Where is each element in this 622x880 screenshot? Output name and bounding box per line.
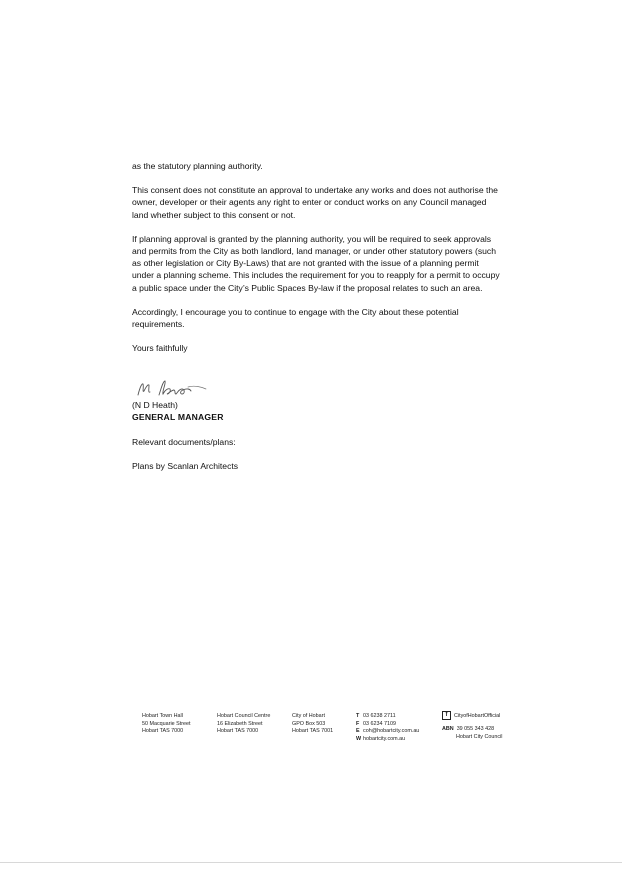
town-hall-line: 50 Macquarie Street [142,720,191,727]
paragraph-approvals: If planning approval is granted by the planning authority, you will be required to seek approvals and permits from the City as both landlord, land manager, or under other statutory powers (such as other legislation or City By-Laws) that are not granted with the issue of a planning permit under a planning scheme. This includes the requirement for you to reapply for a permit to occupy a public space under the City’s Public Spaces By-law if the proposal relates to such an area. [132,233,500,293]
contact-email [356,728,419,736]
footer-contacts [356,713,419,743]
facebook-link[interactable] [442,711,502,723]
contact-value[interactable]: coh@hobartcity.com.au [363,728,420,735]
contact-phone [356,713,419,721]
footer-city-postal [292,713,333,736]
contact-label: W [356,735,362,742]
documents-heading: Relevant documents/plans: [132,437,236,447]
city-line: City of Hobart [292,713,325,719]
footer-social-abn [442,711,502,741]
facebook-icon: f [442,711,451,720]
contact-label: T [356,713,360,719]
abn-entity: Hobart City Council [456,733,503,740]
letter-body [132,160,502,366]
documents-item: Plans by Scanlan Architects [132,461,239,472]
facebook-handle[interactable]: CityofHobartOfficial [454,712,501,719]
abn-label: ABN [442,726,454,732]
council-centre-line: 16 Elizabeth Street [217,720,263,727]
contact-web [356,736,419,744]
contact-label: F [356,720,360,727]
council-centre-line: Hobart Council Centre [217,713,271,719]
footer-council-centre [217,713,270,736]
footer-town-hall [142,713,191,736]
contact-label: E [356,728,360,735]
signature-image [132,375,222,401]
city-line: Hobart TAS 7001 [292,728,334,735]
paragraph-engage: Accordingly, I encourage you to continue to engage with the City about these potential requirements. [132,306,459,330]
contact-value[interactable]: 03 6238 2711 [363,713,396,719]
page-bottom-rule [0,862,622,863]
signature-block [132,399,224,423]
contact-value: 03 6234 7109 [363,720,396,727]
contact-fax [356,721,419,729]
paragraph-consent: This consent does not constitute an approval to undertake any works and does not authorise the owner, developer or their agents any right to enter or conduct works on any Council managed land whether subject to this consent or not. [132,185,498,220]
closing-salutation: Yours faithfully [132,343,188,354]
contact-value[interactable]: hobartcity.com.au [363,735,406,742]
abn-line [442,726,502,734]
signatory-name: (N D Heath) [132,400,178,410]
city-line: GPO Box 503 [292,720,326,727]
town-hall-line: Hobart Town Hall [142,713,183,719]
abn-value: 39 055 343 428 [456,726,495,732]
signatory-title: GENERAL MANAGER [132,412,224,423]
paragraph-statutory: as the statutory planning authority. [132,161,263,171]
town-hall-line: Hobart TAS 7000 [142,728,184,735]
relevant-documents [132,436,238,484]
council-centre-line: Hobart TAS 7000 [217,728,259,735]
